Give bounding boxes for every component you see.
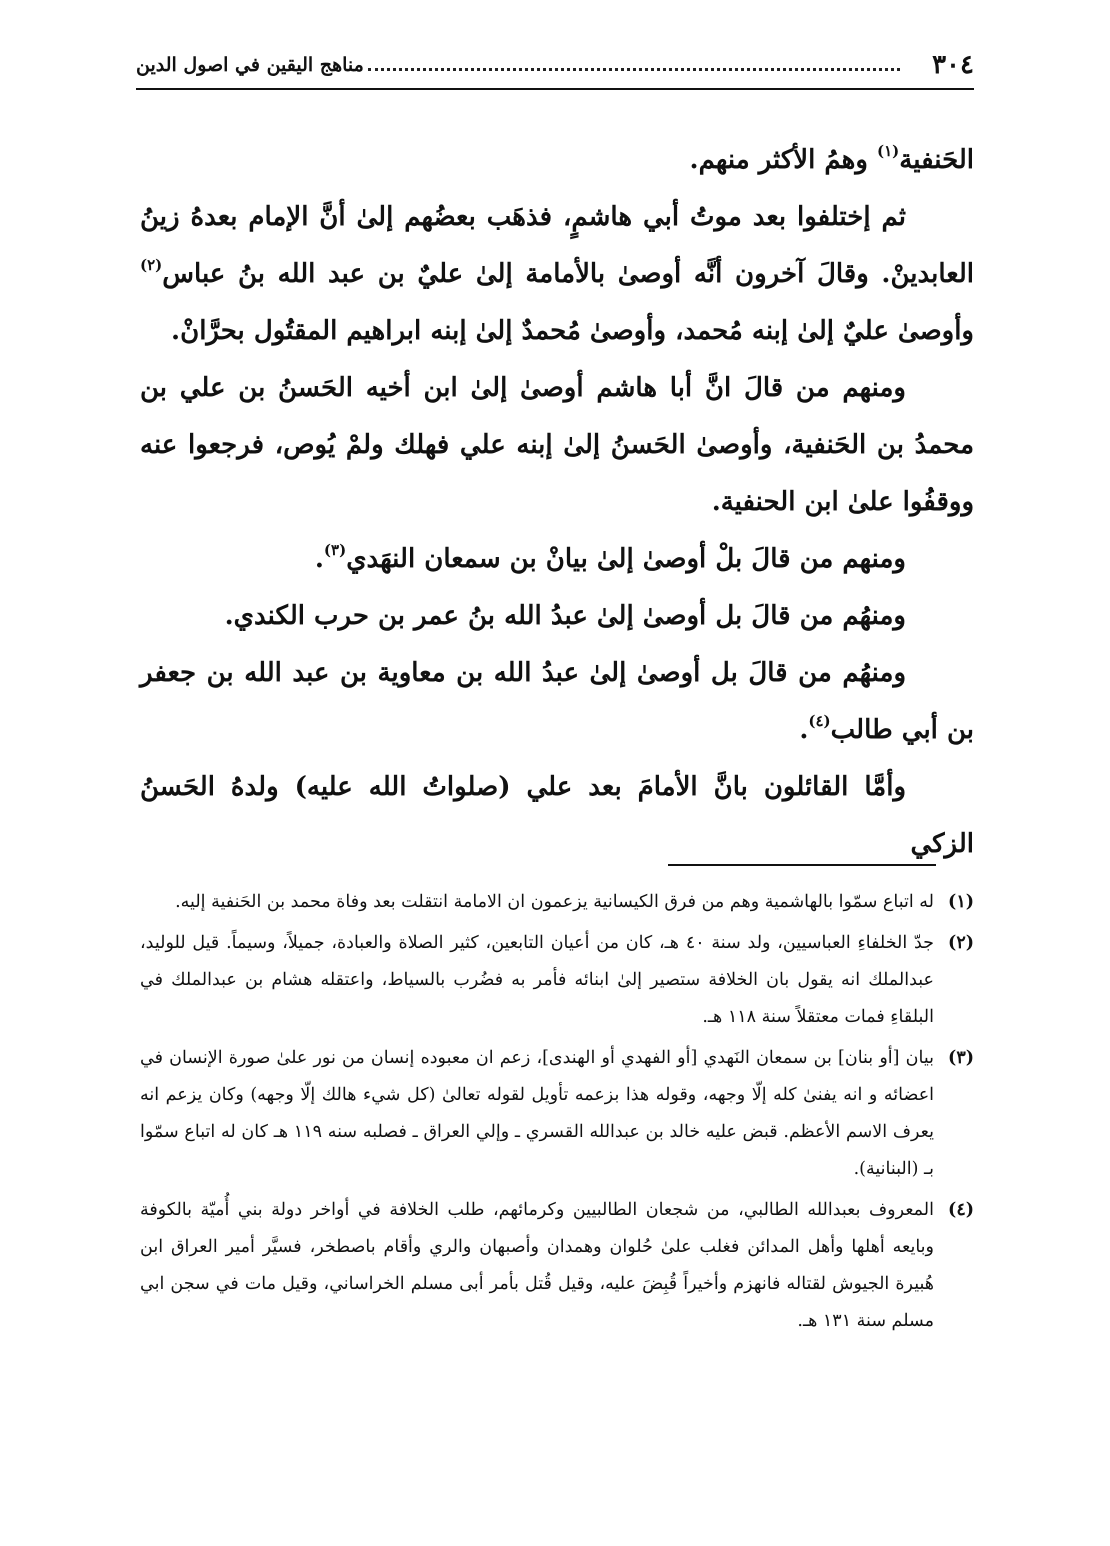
footnotes	[140, 884, 974, 1344]
paragraph-2: ثم إختلفوا بعد موتُ أبي هاشمٍ، فذهَب بعضُهم إلىٰ أنَّ الإمام بعدهُ زينُ العابدينْ. وقالَ آخرون أنَّه أوصىٰ بالأمامة إلىٰ عليٌ بن عبد الله بنُ عباس$^{(٢)}$ وأوصىٰ عليٌ إلىٰ إبنه مُحمد، وأوصىٰ مُحمدٌ إلىٰ إبنه ابراهيم المقتُول بحرَّانْ.	[140, 202, 974, 346]
header-rule	[136, 88, 974, 90]
dotted-leader	[368, 68, 900, 71]
footnote-ref-3: (٣)	[323, 541, 347, 559]
footnote-ref-2: (٢)	[140, 256, 163, 274]
footnote-text: جدّ الخلفاءِ العباسيين، ولد سنة ٤٠ هـ، كان من أعيان التابعين، كثير الصلاة والعبادة، جميلاً، وسيماً. قيل للوليد، عبدالملك انه يقول بان الخلافة ستصير إلىٰ ابنائه فأمر به فضُرب بالسياط، واعتقله هشام بن عبدالملك في البلقاءِ فمات معتقلاً سنة ١١٨ هـ.	[140, 933, 934, 1027]
paragraph-3: ومنهم من قالَ انَّ أبا هاشم أوصىٰ إلىٰ ابن أخيه الحَسنُ بن علي بن محمدُ بن الحَنفية، وأوصىٰ الحَسنُ إلىٰ إبنه علي فهلك ولمْ يُوص، فرجعوا عنه ووقفُوا علىٰ ابن الحنفية.	[140, 373, 974, 517]
paragraph-5: ومنهُم من قالَ بل أوصىٰ إلىٰ عبدُ الله بنُ عمر بن حرب الكندي.	[224, 601, 906, 631]
footnote-text: المعروف بعبدالله الطالبي، من شجعان الطالبيين وكرمائهم، طلب الخلافة في أواخر دولة بني أُميّة بالكوفة وبايعه أهلها وأهل المدائن فغلب علىٰ حُلوان وهمدان وأصبهان والري وأقام باصطخر، فسيَّر أمير العراق ابن هُبيرة الجيوش لقتاله فانهزم وأخيراً قُبِضَ عليه، وقيل قُتل بأمر أبى مسلم الخراساني، وقيل مات في سجن ابي مسلم سنة ١٣١ هـ.	[140, 1200, 934, 1331]
footnote-text: له اتباع سمّوا بالهاشمية وهم من فرق الكيسانية يزعمون ان الامامة انتقلت بعد وفاة محمد بن الحَنفية إليه.	[175, 892, 934, 912]
footnote-ref-1: (١)	[877, 142, 900, 160]
paragraph-4: ومنهم من قالَ بلْ أوصىٰ إلىٰ بيانْ بن سمعان النهَدي$^{(٣)}$.	[314, 541, 906, 574]
footnote-3	[140, 1040, 974, 1188]
footnote-number: (٢)	[948, 933, 974, 953]
footnote-2	[140, 925, 974, 1036]
running-header	[136, 44, 974, 84]
paragraph-6: ومنهُم من قالَ بل أوصىٰ إلىٰ عبدُ الله بن معاوية بن عبد الله بن جعفر بن أبي طالب$^{(٤)}$.	[140, 658, 974, 745]
page-number: ٣٠٤	[932, 50, 974, 80]
footnote-ref-4: (٤)	[808, 712, 831, 730]
paragraph-1: الحَنفية$^{(١)}$ وهمُ الأكثر منهم.	[689, 142, 974, 175]
footnote-4	[140, 1192, 974, 1340]
main-text	[140, 132, 974, 873]
running-title: مناهج اليقين في اصول الدين	[136, 54, 364, 76]
footnote-1	[140, 884, 974, 921]
footnote-number: (٣)	[948, 1048, 974, 1068]
footnote-separator	[668, 864, 936, 866]
footnote-number: (١)	[948, 892, 974, 912]
footnote-text: بيان [أو بنان] بن سمعان النَهدي [أو الفهدي أو الهندى]، زعم ان معبوده إنسان من نور علىٰ صورة الإنسان في اعضائه و انه يفنىٰ كله إلّا وجهه، وقوله هذا بزعمه تأويل لقوله تعالىٰ (كل شيء هالك إلّا وجهه) وكان يزعم انه يعرف الاسم الأعظم. قبض عليه خالد بن عبدالله القسري ـ وإلي العراق ـ فصلبه سنه ١١٩ هـ كان له اتباع سمّوا بـ (البنانية).	[140, 1048, 934, 1179]
paragraph-7: وأمَّا القائلون بانَّ الأمامَ بعد علي (صلواتُ الله عليه) ولدهُ الحَسنُ الزكي	[140, 772, 974, 859]
footnote-number: (٤)	[948, 1200, 974, 1220]
